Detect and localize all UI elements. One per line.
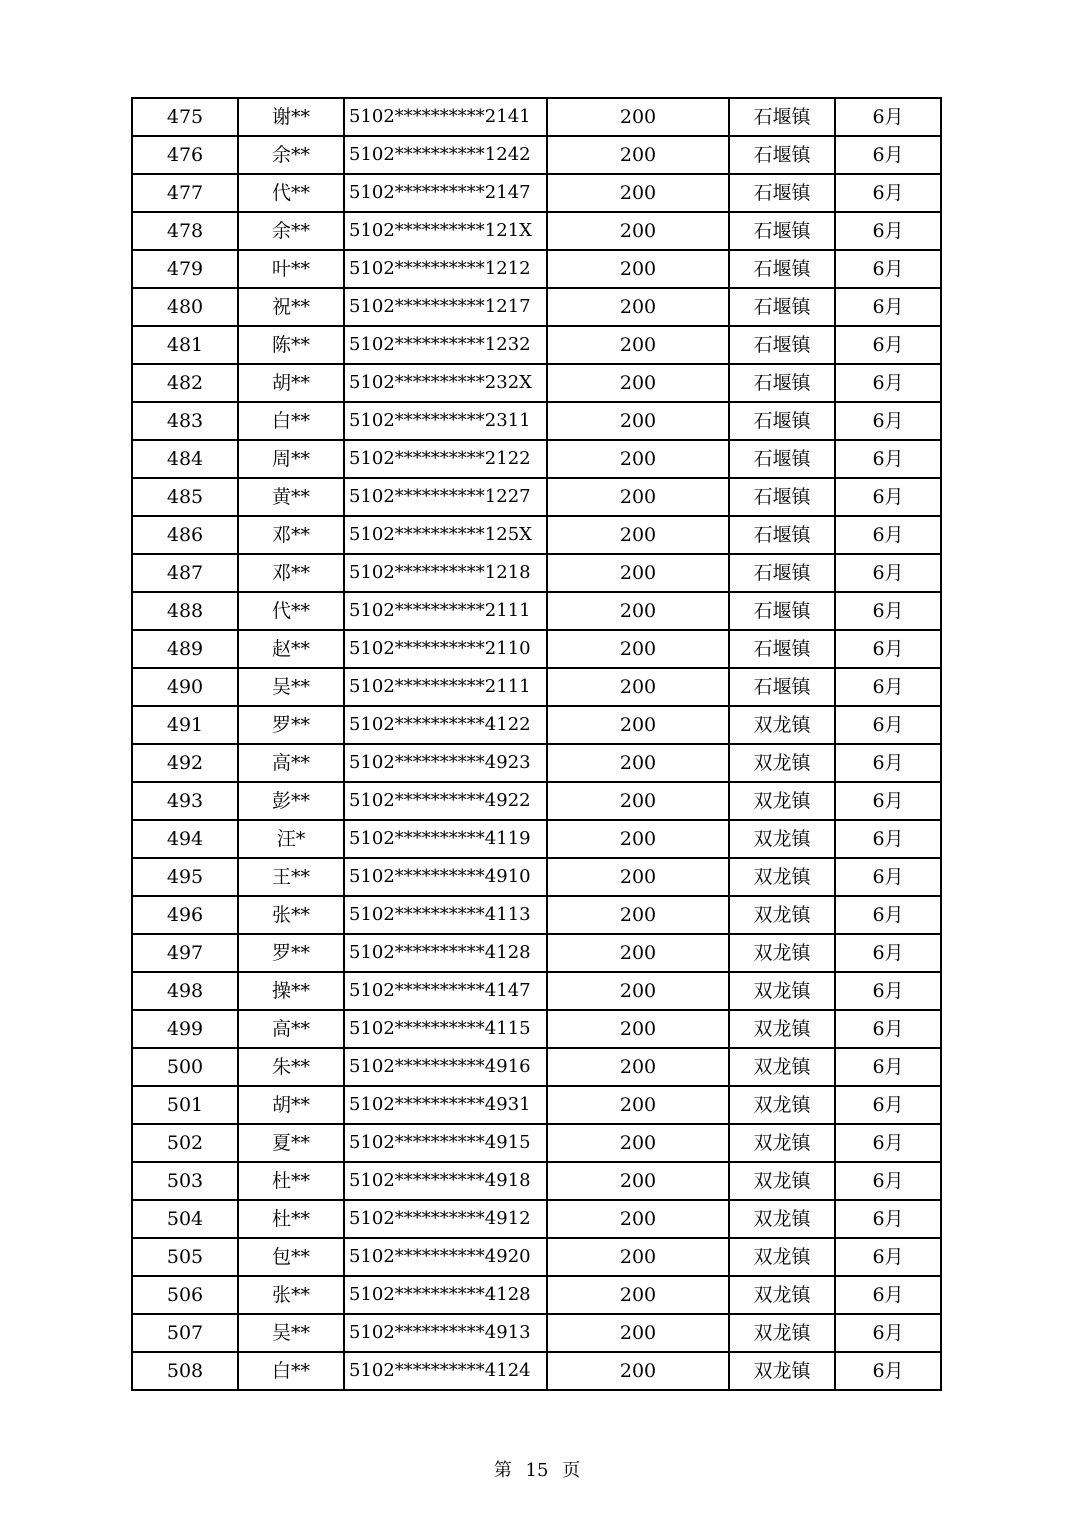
table-row bbox=[132, 630, 941, 668]
cell-town: 双龙镇 bbox=[729, 896, 835, 934]
cell-amount: 200 bbox=[547, 288, 729, 326]
cell-serial-number: 500 bbox=[132, 1048, 238, 1086]
cell-id-number: 5102**********4931 bbox=[344, 1086, 547, 1124]
page-label-prefix: 第 bbox=[493, 1460, 512, 1481]
cell-name: 吴** bbox=[238, 668, 344, 706]
cell-name: 胡** bbox=[238, 1086, 344, 1124]
cell-month: 6月 bbox=[835, 1124, 941, 1162]
cell-name: 夏** bbox=[238, 1124, 344, 1162]
cell-town: 双龙镇 bbox=[729, 820, 835, 858]
cell-amount: 200 bbox=[547, 1086, 729, 1124]
cell-amount: 200 bbox=[547, 1352, 729, 1390]
cell-id-number: 5102**********4916 bbox=[344, 1048, 547, 1086]
cell-serial-number: 492 bbox=[132, 744, 238, 782]
cell-town: 双龙镇 bbox=[729, 972, 835, 1010]
cell-month: 6月 bbox=[835, 516, 941, 554]
cell-month: 6月 bbox=[835, 402, 941, 440]
table-row bbox=[132, 516, 941, 554]
cell-id-number: 5102**********2111 bbox=[344, 592, 547, 630]
table-row bbox=[132, 1162, 941, 1200]
cell-month: 6月 bbox=[835, 98, 941, 136]
cell-serial-number: 476 bbox=[132, 136, 238, 174]
cell-month: 6月 bbox=[835, 288, 941, 326]
page-number: 15 bbox=[525, 1460, 549, 1481]
cell-name: 杜** bbox=[238, 1200, 344, 1238]
cell-name: 胡** bbox=[238, 364, 344, 402]
cell-name: 代** bbox=[238, 174, 344, 212]
cell-month: 6月 bbox=[835, 136, 941, 174]
cell-town: 双龙镇 bbox=[729, 1276, 835, 1314]
table-row bbox=[132, 706, 941, 744]
table-row bbox=[132, 744, 941, 782]
cell-serial-number: 496 bbox=[132, 896, 238, 934]
cell-serial-number: 477 bbox=[132, 174, 238, 212]
cell-id-number: 5102**********2122 bbox=[344, 440, 547, 478]
cell-month: 6月 bbox=[835, 440, 941, 478]
cell-serial-number: 486 bbox=[132, 516, 238, 554]
cell-month: 6月 bbox=[835, 972, 941, 1010]
table-row bbox=[132, 1086, 941, 1124]
cell-month: 6月 bbox=[835, 1200, 941, 1238]
cell-month: 6月 bbox=[835, 1010, 941, 1048]
cell-town: 双龙镇 bbox=[729, 1162, 835, 1200]
cell-serial-number: 493 bbox=[132, 782, 238, 820]
cell-month: 6月 bbox=[835, 820, 941, 858]
table-row bbox=[132, 326, 941, 364]
page-label-suffix: 页 bbox=[562, 1460, 581, 1481]
cell-serial-number: 487 bbox=[132, 554, 238, 592]
cell-name: 叶** bbox=[238, 250, 344, 288]
cell-serial-number: 480 bbox=[132, 288, 238, 326]
cell-town: 双龙镇 bbox=[729, 1048, 835, 1086]
cell-amount: 200 bbox=[547, 630, 729, 668]
cell-amount: 200 bbox=[547, 516, 729, 554]
cell-town: 双龙镇 bbox=[729, 858, 835, 896]
table-row bbox=[132, 1276, 941, 1314]
cell-serial-number: 483 bbox=[132, 402, 238, 440]
table-row bbox=[132, 288, 941, 326]
cell-serial-number: 491 bbox=[132, 706, 238, 744]
table-row bbox=[132, 364, 941, 402]
cell-id-number: 5102**********2147 bbox=[344, 174, 547, 212]
cell-amount: 200 bbox=[547, 592, 729, 630]
cell-month: 6月 bbox=[835, 858, 941, 896]
cell-town: 石堰镇 bbox=[729, 288, 835, 326]
cell-name: 余** bbox=[238, 212, 344, 250]
table-row bbox=[132, 212, 941, 250]
table-row bbox=[132, 1352, 941, 1390]
cell-id-number: 5102**********232X bbox=[344, 364, 547, 402]
cell-town: 双龙镇 bbox=[729, 744, 835, 782]
cell-id-number: 5102**********2141 bbox=[344, 98, 547, 136]
cell-amount: 200 bbox=[547, 250, 729, 288]
cell-town: 双龙镇 bbox=[729, 1010, 835, 1048]
table-row bbox=[132, 668, 941, 706]
cell-id-number: 5102**********4124 bbox=[344, 1352, 547, 1390]
cell-town: 石堰镇 bbox=[729, 174, 835, 212]
table-row bbox=[132, 896, 941, 934]
cell-month: 6月 bbox=[835, 174, 941, 212]
cell-month: 6月 bbox=[835, 782, 941, 820]
table-row bbox=[132, 250, 941, 288]
cell-town: 石堰镇 bbox=[729, 364, 835, 402]
table-row bbox=[132, 402, 941, 440]
table-row bbox=[132, 1238, 941, 1276]
cell-amount: 200 bbox=[547, 972, 729, 1010]
cell-town: 双龙镇 bbox=[729, 1314, 835, 1352]
cell-id-number: 5102**********2110 bbox=[344, 630, 547, 668]
cell-town: 石堰镇 bbox=[729, 516, 835, 554]
cell-month: 6月 bbox=[835, 630, 941, 668]
table-row bbox=[132, 136, 941, 174]
cell-name: 张** bbox=[238, 896, 344, 934]
cell-amount: 200 bbox=[547, 1200, 729, 1238]
cell-town: 双龙镇 bbox=[729, 1352, 835, 1390]
page-footer bbox=[0, 1456, 1074, 1482]
cell-id-number: 5102**********1227 bbox=[344, 478, 547, 516]
cell-serial-number: 494 bbox=[132, 820, 238, 858]
cell-id-number: 5102**********4115 bbox=[344, 1010, 547, 1048]
table-row bbox=[132, 174, 941, 212]
cell-id-number: 5102**********1242 bbox=[344, 136, 547, 174]
cell-id-number: 5102**********4113 bbox=[344, 896, 547, 934]
cell-serial-number: 485 bbox=[132, 478, 238, 516]
cell-id-number: 5102**********4923 bbox=[344, 744, 547, 782]
cell-name: 张** bbox=[238, 1276, 344, 1314]
cell-id-number: 5102**********2311 bbox=[344, 402, 547, 440]
table-row bbox=[132, 1048, 941, 1086]
cell-amount: 200 bbox=[547, 98, 729, 136]
cell-id-number: 5102**********4922 bbox=[344, 782, 547, 820]
cell-month: 6月 bbox=[835, 668, 941, 706]
cell-amount: 200 bbox=[547, 1314, 729, 1352]
cell-amount: 200 bbox=[547, 402, 729, 440]
cell-amount: 200 bbox=[547, 1010, 729, 1048]
cell-name: 汪* bbox=[238, 820, 344, 858]
table-row bbox=[132, 1124, 941, 1162]
roster-table-body bbox=[132, 98, 941, 1390]
cell-name: 高** bbox=[238, 744, 344, 782]
table-row bbox=[132, 934, 941, 972]
cell-serial-number: 504 bbox=[132, 1200, 238, 1238]
cell-town: 石堰镇 bbox=[729, 212, 835, 250]
cell-name: 王** bbox=[238, 858, 344, 896]
table-row bbox=[132, 478, 941, 516]
roster-table bbox=[131, 97, 942, 1391]
cell-name: 包** bbox=[238, 1238, 344, 1276]
cell-id-number: 5102**********4128 bbox=[344, 934, 547, 972]
cell-name: 彭** bbox=[238, 782, 344, 820]
table-row bbox=[132, 820, 941, 858]
cell-town: 双龙镇 bbox=[729, 1086, 835, 1124]
cell-town: 石堰镇 bbox=[729, 478, 835, 516]
cell-serial-number: 505 bbox=[132, 1238, 238, 1276]
cell-month: 6月 bbox=[835, 364, 941, 402]
cell-serial-number: 498 bbox=[132, 972, 238, 1010]
cell-serial-number: 484 bbox=[132, 440, 238, 478]
cell-month: 6月 bbox=[835, 250, 941, 288]
cell-amount: 200 bbox=[547, 1048, 729, 1086]
cell-town: 石堰镇 bbox=[729, 630, 835, 668]
cell-serial-number: 501 bbox=[132, 1086, 238, 1124]
cell-town: 双龙镇 bbox=[729, 782, 835, 820]
cell-month: 6月 bbox=[835, 896, 941, 934]
table-row bbox=[132, 1200, 941, 1238]
cell-amount: 200 bbox=[547, 326, 729, 364]
cell-serial-number: 499 bbox=[132, 1010, 238, 1048]
cell-month: 6月 bbox=[835, 326, 941, 364]
cell-month: 6月 bbox=[835, 1048, 941, 1086]
cell-amount: 200 bbox=[547, 364, 729, 402]
cell-id-number: 5102**********4920 bbox=[344, 1238, 547, 1276]
cell-serial-number: 481 bbox=[132, 326, 238, 364]
cell-name: 邓** bbox=[238, 554, 344, 592]
cell-id-number: 5102**********4147 bbox=[344, 972, 547, 1010]
cell-amount: 200 bbox=[547, 136, 729, 174]
cell-amount: 200 bbox=[547, 668, 729, 706]
cell-name: 赵** bbox=[238, 630, 344, 668]
cell-id-number: 5102**********1232 bbox=[344, 326, 547, 364]
cell-id-number: 5102**********4918 bbox=[344, 1162, 547, 1200]
cell-name: 吴** bbox=[238, 1314, 344, 1352]
cell-serial-number: 488 bbox=[132, 592, 238, 630]
cell-name: 操** bbox=[238, 972, 344, 1010]
cell-id-number: 5102**********1212 bbox=[344, 250, 547, 288]
cell-town: 双龙镇 bbox=[729, 1200, 835, 1238]
cell-id-number: 5102**********2111 bbox=[344, 668, 547, 706]
cell-town: 双龙镇 bbox=[729, 1238, 835, 1276]
cell-town: 石堰镇 bbox=[729, 98, 835, 136]
table-row bbox=[132, 1010, 941, 1048]
roster-table-container bbox=[131, 97, 942, 1391]
cell-amount: 200 bbox=[547, 1238, 729, 1276]
cell-id-number: 5102**********4119 bbox=[344, 820, 547, 858]
cell-id-number: 5102**********4910 bbox=[344, 858, 547, 896]
cell-serial-number: 482 bbox=[132, 364, 238, 402]
table-row bbox=[132, 98, 941, 136]
cell-name: 朱** bbox=[238, 1048, 344, 1086]
cell-name: 余** bbox=[238, 136, 344, 174]
cell-month: 6月 bbox=[835, 592, 941, 630]
cell-town: 石堰镇 bbox=[729, 136, 835, 174]
cell-month: 6月 bbox=[835, 706, 941, 744]
cell-name: 白** bbox=[238, 1352, 344, 1390]
cell-amount: 200 bbox=[547, 554, 729, 592]
cell-serial-number: 506 bbox=[132, 1276, 238, 1314]
cell-town: 石堰镇 bbox=[729, 250, 835, 288]
cell-town: 石堰镇 bbox=[729, 402, 835, 440]
cell-month: 6月 bbox=[835, 478, 941, 516]
cell-amount: 200 bbox=[547, 212, 729, 250]
cell-amount: 200 bbox=[547, 1276, 729, 1314]
cell-serial-number: 478 bbox=[132, 212, 238, 250]
cell-serial-number: 489 bbox=[132, 630, 238, 668]
cell-name: 白** bbox=[238, 402, 344, 440]
cell-amount: 200 bbox=[547, 858, 729, 896]
cell-town: 石堰镇 bbox=[729, 440, 835, 478]
table-row bbox=[132, 972, 941, 1010]
cell-name: 罗** bbox=[238, 706, 344, 744]
cell-serial-number: 479 bbox=[132, 250, 238, 288]
cell-id-number: 5102**********1218 bbox=[344, 554, 547, 592]
table-row bbox=[132, 782, 941, 820]
cell-month: 6月 bbox=[835, 1314, 941, 1352]
table-row bbox=[132, 858, 941, 896]
cell-serial-number: 503 bbox=[132, 1162, 238, 1200]
cell-id-number: 5102**********1217 bbox=[344, 288, 547, 326]
cell-name: 代** bbox=[238, 592, 344, 630]
cell-amount: 200 bbox=[547, 706, 729, 744]
cell-month: 6月 bbox=[835, 212, 941, 250]
cell-town: 石堰镇 bbox=[729, 668, 835, 706]
cell-name: 邓** bbox=[238, 516, 344, 554]
cell-month: 6月 bbox=[835, 1162, 941, 1200]
table-row bbox=[132, 440, 941, 478]
table-row bbox=[132, 592, 941, 630]
cell-month: 6月 bbox=[835, 1276, 941, 1314]
cell-amount: 200 bbox=[547, 1162, 729, 1200]
cell-town: 双龙镇 bbox=[729, 1124, 835, 1162]
cell-id-number: 5102**********121X bbox=[344, 212, 547, 250]
cell-serial-number: 490 bbox=[132, 668, 238, 706]
cell-name: 谢** bbox=[238, 98, 344, 136]
cell-town: 双龙镇 bbox=[729, 934, 835, 972]
cell-name: 高** bbox=[238, 1010, 344, 1048]
table-row bbox=[132, 1314, 941, 1352]
cell-amount: 200 bbox=[547, 478, 729, 516]
cell-amount: 200 bbox=[547, 744, 729, 782]
cell-serial-number: 497 bbox=[132, 934, 238, 972]
cell-name: 罗** bbox=[238, 934, 344, 972]
cell-serial-number: 495 bbox=[132, 858, 238, 896]
cell-amount: 200 bbox=[547, 896, 729, 934]
cell-name: 黄** bbox=[238, 478, 344, 516]
cell-id-number: 5102**********125X bbox=[344, 516, 547, 554]
cell-amount: 200 bbox=[547, 1124, 729, 1162]
cell-serial-number: 508 bbox=[132, 1352, 238, 1390]
cell-amount: 200 bbox=[547, 934, 729, 972]
cell-id-number: 5102**********4915 bbox=[344, 1124, 547, 1162]
cell-serial-number: 502 bbox=[132, 1124, 238, 1162]
cell-amount: 200 bbox=[547, 440, 729, 478]
cell-amount: 200 bbox=[547, 820, 729, 858]
cell-id-number: 5102**********4122 bbox=[344, 706, 547, 744]
cell-id-number: 5102**********4913 bbox=[344, 1314, 547, 1352]
cell-amount: 200 bbox=[547, 782, 729, 820]
cell-id-number: 5102**********4912 bbox=[344, 1200, 547, 1238]
cell-town: 双龙镇 bbox=[729, 706, 835, 744]
cell-name: 杜** bbox=[238, 1162, 344, 1200]
table-row bbox=[132, 554, 941, 592]
cell-town: 石堰镇 bbox=[729, 326, 835, 364]
cell-town: 石堰镇 bbox=[729, 554, 835, 592]
cell-serial-number: 507 bbox=[132, 1314, 238, 1352]
cell-serial-number: 475 bbox=[132, 98, 238, 136]
cell-name: 周** bbox=[238, 440, 344, 478]
cell-id-number: 5102**********4128 bbox=[344, 1276, 547, 1314]
cell-month: 6月 bbox=[835, 554, 941, 592]
cell-month: 6月 bbox=[835, 744, 941, 782]
cell-month: 6月 bbox=[835, 934, 941, 972]
cell-town: 石堰镇 bbox=[729, 592, 835, 630]
cell-name: 祝** bbox=[238, 288, 344, 326]
cell-month: 6月 bbox=[835, 1086, 941, 1124]
cell-name: 陈** bbox=[238, 326, 344, 364]
cell-month: 6月 bbox=[835, 1352, 941, 1390]
cell-month: 6月 bbox=[835, 1238, 941, 1276]
cell-amount: 200 bbox=[547, 174, 729, 212]
